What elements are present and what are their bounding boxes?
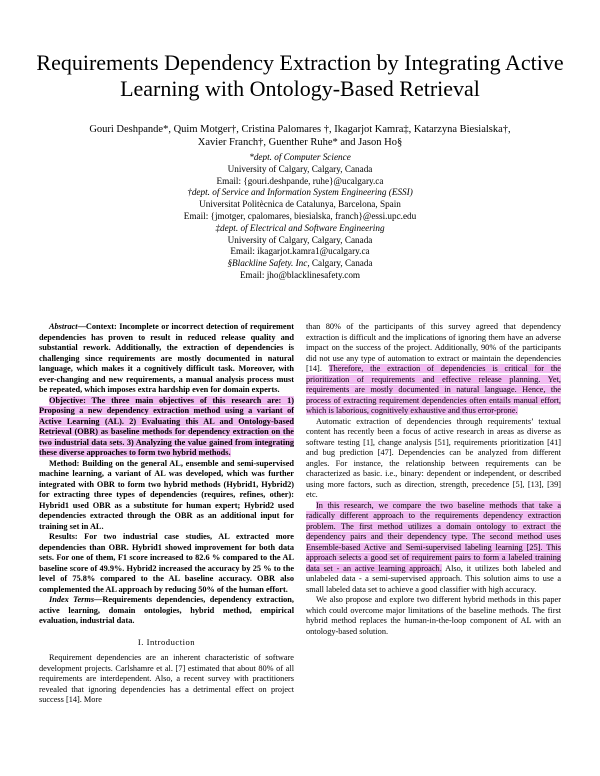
affiliation-dept: *dept. of Computer Science <box>249 152 351 162</box>
intro-paragraph: Requirement dependencies are an inherent characteristic of software development projects. Carlshamre et al. [7] estimated that about 80% of all requirements are interdependent. Also, a recent survey with practitioners revealed that ignoring dependencies has a detrimental effect on project success [14]. More <box>39 653 294 704</box>
affiliation-org: University of Calgary, Calgary, Canada <box>227 234 373 245</box>
author-list <box>40 123 560 149</box>
body-paragraph: Automatic extraction of dependencies through requirements’ textual content has recently been a focus of active research in areas as diverse as software testing [1], change analysis [51], requirements prioritization [41] and bug prediction [47]. Dependencies can be analyzed from different angles. For instance, the relationship between requirements can be characterized as basic. i.e., binary: dependent or independent, or described using more factors, such as direction, strength, precedence [5], [13], [39] etc. <box>306 416 561 499</box>
affiliation-blackline: §Blackline Safety. Inc, Calgary, Canada <box>227 258 373 269</box>
abstract-context: Abstract—Context: Incomplete or incorrect detection of requirement dependencies has proven to result in reduced release quality and substantial rework. Additionally, the extraction of dependencies is challenging since requirements are mostly documented in natural language, which makes it a cognitively difficult task. Moreover, with ever-changing and new requirements, a manual analysis process must be repeated, which imposes extra hardship even for domain experts. <box>39 322 294 394</box>
section-heading: I. Introduction <box>137 636 196 647</box>
affiliation-email: Email: jho@blacklinesafety.com <box>239 269 361 280</box>
affiliation-dept: †dept. of Service and Information System Engineering (ESSI) <box>187 187 413 198</box>
abstract-objective: Objective: The three main objectives of this research are: 1) Proposing a new dependency extraction method using a variant of Active Learning (AL). 2) Evaluating this AL and Ontology-based Retrieval (OBR) as baseline methods for dependency extraction on the two industrial data sets. 3) Analyzing the value gained from integrating these diverse approaches to form two hybrid methods. <box>39 395 294 457</box>
abstract-method: Method: Building on the general AL, ensemble and semi-supervised machine learning, a variant of AL was developed, which was further integrated with OBR to form two hybrid methods (Hybrid1, Hybrid2) for extracting three types of dependencies (requires, refines, other): Hybrid1 used OBR as a substitute for human expert; Hybrid2 used dependencies extracted through the OBR as an additional input for training set in AL. <box>39 458 294 531</box>
right-column <box>306 322 561 637</box>
body-paragraph: In this research, we compare the two baseline methods that take a radically different approach to the requirements dependency extraction problem. The first method utilizes a domain ontology to extract the dependency pairs and their dependency type. The second method uses Ensemble-based Active and Semi-supervised labeling learning [25]. This approach selects a good set of requirement pairs to form a labeled training data set - an active learning approach. Also, it utilizes both labeled and unlabeled data - a semi-supervised approach. This solution aims to use a small labeled data set to achieve a good classifier with high accuracy. <box>306 500 562 594</box>
highlight: Therefore, the extraction of dependencies is critical for the prioritization of requirements and effective release planning. Yet, requirements are mostly documented in natural language. Hence, the process of extracting requirement dependencies often entails manual effort, which is laborious, cognitively exhaustive and thus error-prone. <box>306 364 561 415</box>
affiliation-email: Email: {gouri.deshpande, ruhe}@ucalgary.ca <box>216 175 384 186</box>
body-paragraph: than 80% of the participants of this survey agreed that dependency extraction is difficult and the implications of ignoring them have an adverse impact on the success of the project. Additionally, 90% of the participants did not use any type of automation to extract or maintain the dependencies [14]. Therefore, the extraction of dependencies is critical for the prioritization of requirements and effective release planning. Yet, requirements are mostly documented in natural language. Hence, the process of extracting requirement dependencies often entails manual effort, which is laborious, cognitively exhaustive and thus error-prone. <box>306 322 561 415</box>
affiliation-org: University of Calgary, Calgary, Canada <box>227 163 373 174</box>
author-line: Xavier Franch†, Guenther Ruhe* and Jason Ho§ <box>197 137 403 148</box>
affiliation-email: Email: {jmotger, cpalomares, biesialska, franch}@essi.upc.edu <box>183 210 417 221</box>
affiliation-dept: ‡dept. of Electrical and Software Engineering <box>215 222 385 233</box>
left-column <box>39 322 294 706</box>
paper-title: Requirements Dependency Extraction by Integrating Active Learning with Ontology-Based Retrieval <box>36 50 564 101</box>
affiliation-email: Email: ikagarjot.kamra1@ucalgary.ca <box>230 246 370 257</box>
body-paragraph: We also propose and explore two different hybrid methods in this paper which could overcome major limitations of the baseline methods. The first hybrid method replaces the human-in-the-loop component of AL with an ontology-based solution. <box>306 595 561 636</box>
author-line: Gouri Deshpande*, Quim Motger†, Cristina Palomares †, Ikagarjot Kamra‡, Katarzyna Biesialska†, <box>89 124 511 135</box>
affiliations <box>40 152 560 282</box>
highlight: In this research, we compare the two baseline methods that take a radically different approach to the requirements dependency extraction problem. The first method utilizes a domain ontology to extract the dependency pairs and their dependency type. The second method uses Ensemble-based Active and Semi-supervised labeling learning [25]. This approach selects a good set of requirement pairs to form a labeled training data set - an active learning approach. <box>306 500 561 573</box>
index-terms: Index Terms—Requirements dependencies, dependency extraction, active learning, domain ontologies, hybrid method, empirical evaluation, industrial data. <box>39 595 294 625</box>
affiliation-org: Universitat Politècnica de Catalunya, Barcelona, Spain <box>199 199 401 210</box>
abstract-results: Results: For two industrial case studies, AL extracted more dependencies than OBR. Hybrid1 showed improvement for both data sets. For one of them, F1 score increased to 82.6 % compared to the AL baseline score of 49.9%. Hybrid2 increased the accuracy by 25 % to the level of 75.8% compared to the AL baseline accuracy. OBR also complemented the AL approach by reducing 50% of the human effort. <box>39 532 294 594</box>
